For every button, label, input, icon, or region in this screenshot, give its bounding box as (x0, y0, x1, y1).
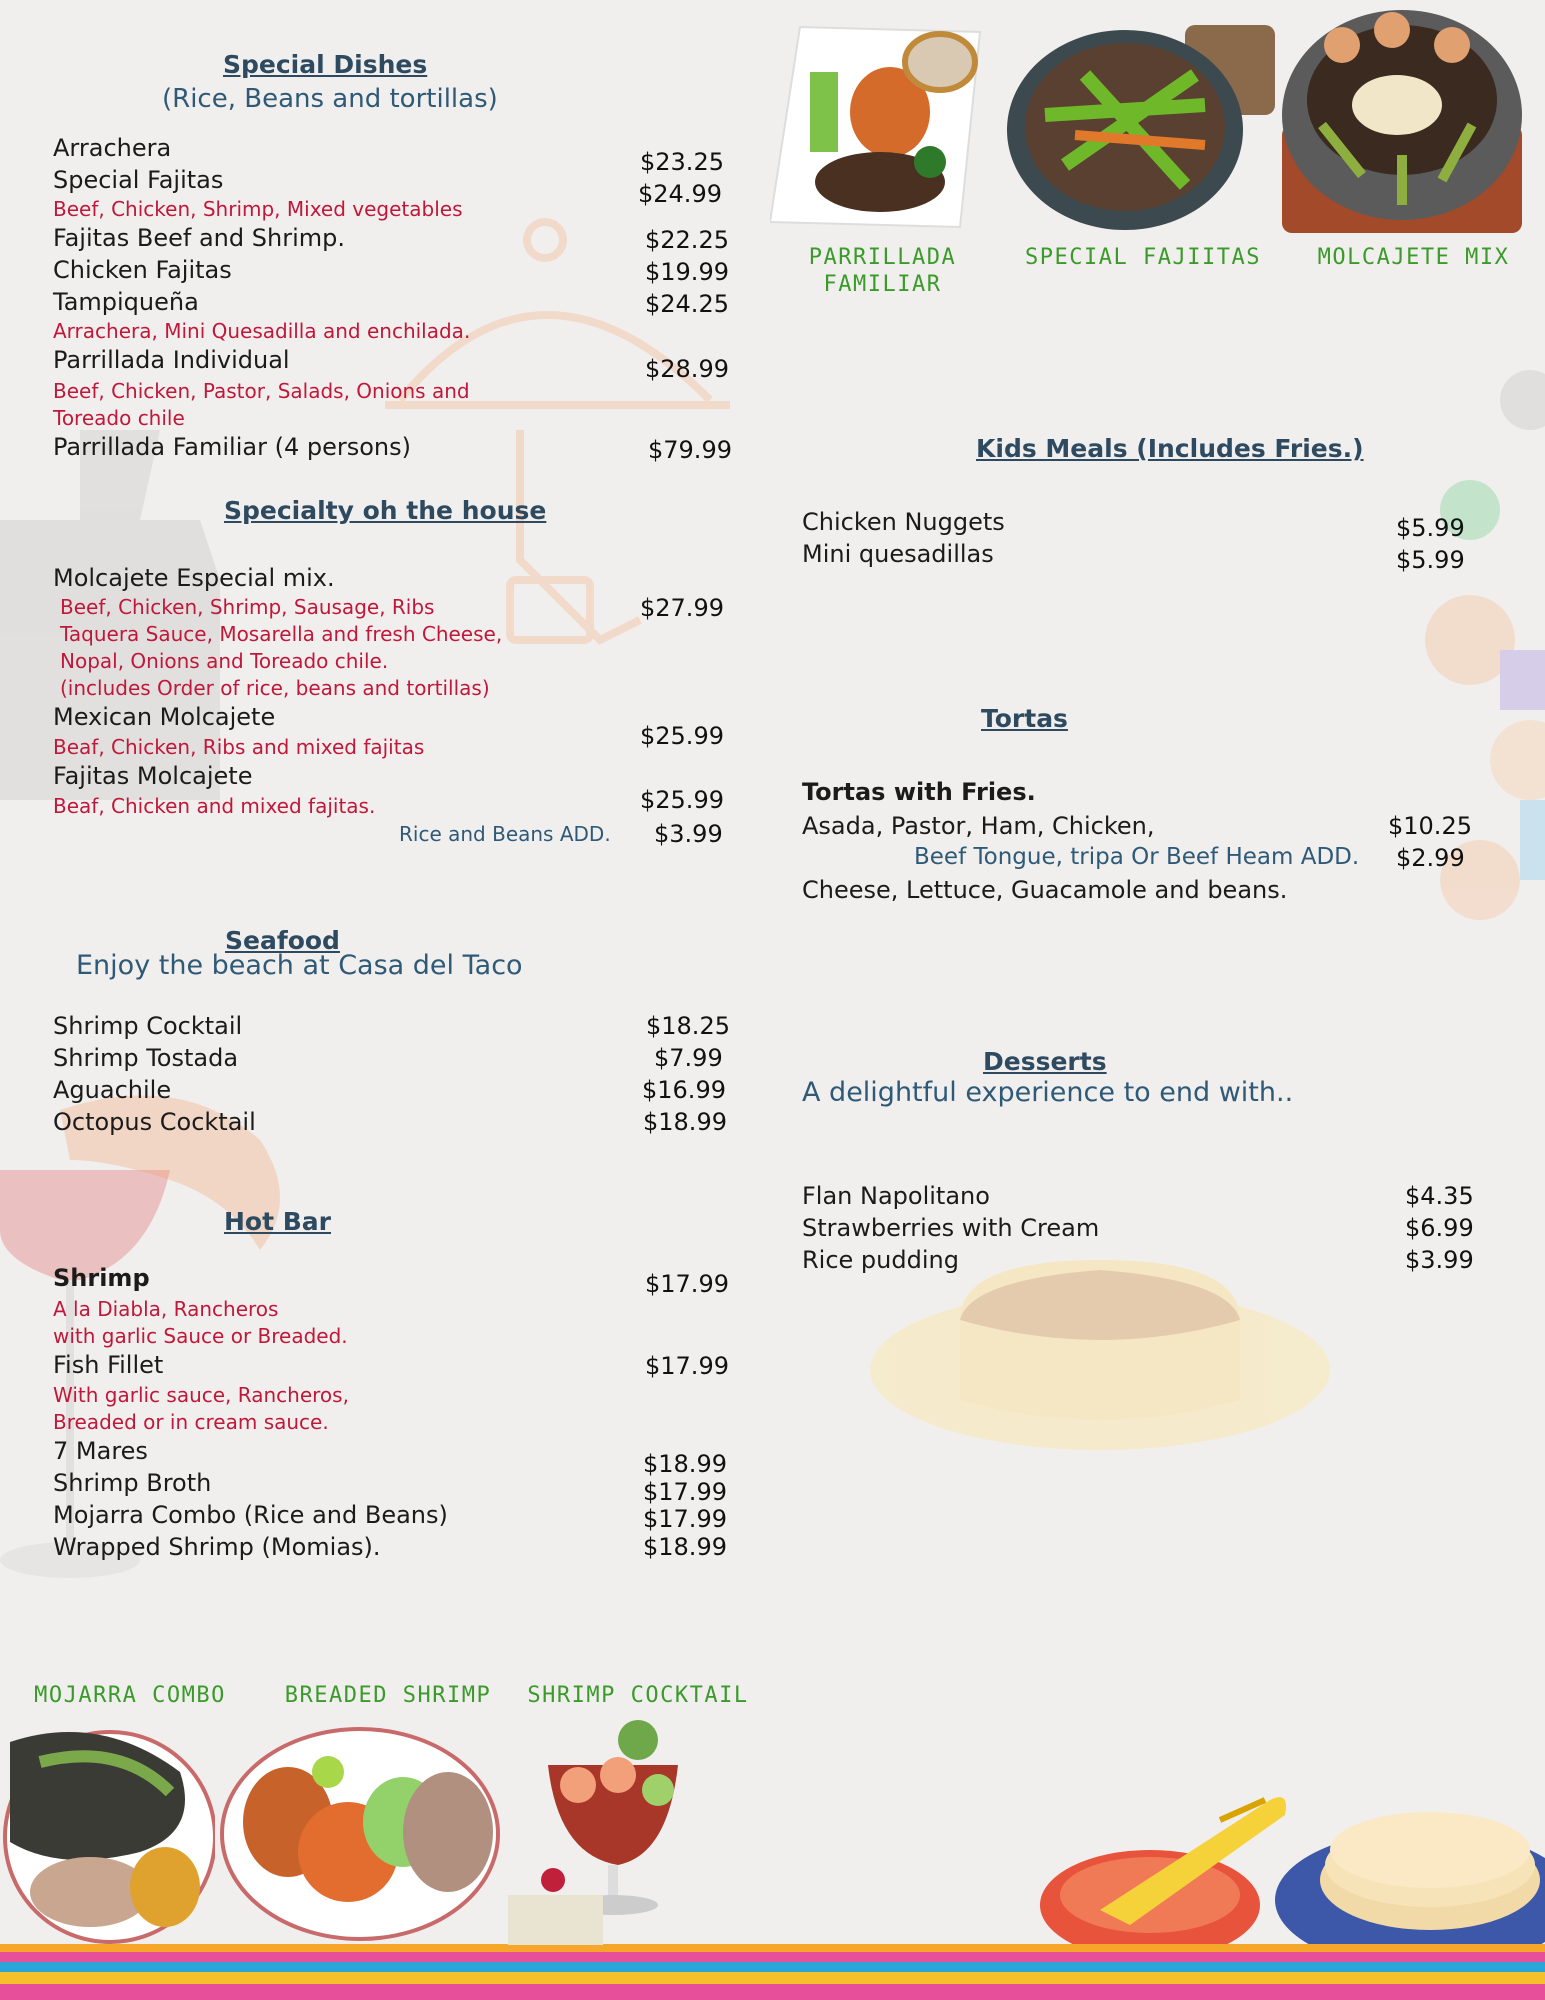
price-addon-rice-beans: $3.99 (654, 820, 723, 848)
desc-fish-fillet-2: Breaded or in cream sauce. (53, 1410, 329, 1434)
desc-shrimp-1: A la Diabla, Rancheros (53, 1297, 279, 1321)
desc-shrimp-2: with garlic Sauce or Breaded. (53, 1324, 348, 1348)
shrimp-cocktail-photo (508, 1705, 708, 1945)
price-wrapped-shrimp: $18.99 (643, 1533, 727, 1561)
menu-item-shrimp: Shrimp (53, 1264, 150, 1292)
tortilla-press-icon (1040, 1797, 1286, 1960)
menu-item-tampiquena: Tampiqueña (53, 288, 199, 316)
caption-molcajete-mix: MOLCAJETE MIX (1317, 245, 1510, 270)
caption-mojarra-combo: MOJARRA COMBO (34, 1683, 226, 1708)
price-strawberries-cream: $6.99 (1405, 1214, 1474, 1242)
price-parrillada-familiar: $79.99 (648, 436, 732, 464)
desc-molcajete-especial-4: (includes Order of rice, beans and tortillas) (60, 676, 490, 700)
menu-item-parrillada-individual: Parrillada Individual (53, 346, 290, 374)
price-flan-napolitano: $4.35 (1405, 1182, 1474, 1210)
price-aguachile: $16.99 (642, 1076, 726, 1104)
desc-fish-fillet-1: With garlic sauce, Rancheros, (53, 1383, 349, 1407)
price-7-mares: $18.99 (643, 1450, 727, 1478)
desc-fajitas-molcajete: Beaf, Chicken and mixed fajitas. (53, 794, 376, 818)
price-tortas: $10.25 (1388, 812, 1472, 840)
special-dishes-heading: Special Dishes (223, 50, 428, 79)
price-mexican-molcajete: $25.99 (640, 722, 724, 750)
caption-breaded-shrimp: BREADED SHRIMP (284, 1683, 492, 1708)
desc-mexican-molcajete: Beaf, Chicken, Ribs and mixed fajitas (53, 735, 425, 759)
seafood-heading: Seafood (225, 926, 340, 955)
tortas-line-3: Cheese, Lettuce, Guacamole and beans. (802, 876, 1288, 904)
price-fajitas-beef-shrimp: $22.25 (645, 226, 729, 254)
breaded-shrimp-photo (218, 1722, 503, 1947)
menu-item-shrimp-broth: Shrimp Broth (53, 1469, 212, 1497)
menu-item-chicken-nuggets: Chicken Nuggets (802, 508, 1005, 536)
desc-molcajete-especial-1: Beef, Chicken, Shrimp, Sausage, Ribs (60, 595, 435, 619)
menu-item-7-mares: 7 Mares (53, 1437, 148, 1465)
price-molcajete-especial: $27.99 (640, 594, 724, 622)
price-mojarra-combo: $17.99 (643, 1505, 727, 1533)
menu-item-parrillada-familiar: Parrillada Familiar (4 persons) (53, 433, 411, 461)
price-parrillada-individual: $28.99 (645, 355, 729, 383)
menu-item-special-fajitas: Special Fajitas (53, 166, 224, 194)
menu-item-molcajete-especial: Molcajete Especial mix. (53, 564, 335, 592)
caption-parrillada-familiar-1: PARRILLADA (808, 245, 957, 270)
price-rice-pudding: $3.99 (1405, 1246, 1474, 1274)
tortas-line-1: Asada, Pastor, Ham, Chicken, (802, 812, 1155, 840)
desc-parrillada-individual-1: Beef, Chicken, Pastor, Salads, Onions and (53, 379, 470, 403)
menu-item-mojarra-combo: Mojarra Combo (Rice and Beans) (53, 1501, 448, 1529)
price-shrimp-cocktail: $18.25 (646, 1012, 730, 1040)
special-fajitas-photo (1005, 15, 1275, 235)
menu-item-rice-pudding: Rice pudding (802, 1246, 959, 1274)
menu-item-chicken-fajitas: Chicken Fajitas (53, 256, 232, 284)
menu-item-shrimp-tostada: Shrimp Tostada (53, 1044, 239, 1072)
menu-item-fish-fillet: Fish Fillet (53, 1351, 164, 1379)
menu-item-aguachile: Aguachile (53, 1076, 172, 1104)
caption-special-fajitas: SPECIAL FAJIITAS (1025, 245, 1261, 270)
mojarra-combo-photo (0, 1722, 215, 1947)
menu-item-octopus-cocktail: Octopus Cocktail (53, 1108, 256, 1136)
hot-bar-heading: Hot Bar (224, 1207, 332, 1236)
menu-item-wrapped-shrimp: Wrapped Shrimp (Momias). (53, 1533, 381, 1561)
bottom-border (0, 1944, 1545, 2000)
addon-rice-beans: Rice and Beans ADD. (399, 822, 611, 846)
menu-item-fajitas-beef-shrimp: Fajitas Beef and Shrimp. (53, 224, 345, 252)
desc-molcajete-especial-2: Taquera Sauce, Mosarella and fresh Cheese, (60, 622, 503, 646)
flan-icon (870, 1260, 1330, 1450)
desc-special-fajitas: Beef, Chicken, Shrimp, Mixed vegetables (53, 197, 463, 221)
menu-item-fajitas-molcajete: Fajitas Molcajete (53, 762, 253, 790)
special-dishes-subtitle: (Rice, Beans and tortillas) (162, 84, 498, 114)
price-shrimp-broth: $17.99 (643, 1478, 727, 1506)
menu-item-flan-napolitano: Flan Napolitano (802, 1182, 990, 1210)
menu-item-arrachera: Arrachera (53, 134, 172, 162)
price-chicken-nuggets: $5.99 (1396, 514, 1465, 542)
price-tampiquena: $24.25 (645, 290, 729, 318)
menu-item-mexican-molcajete: Mexican Molcajete (53, 703, 276, 731)
menu-item-mini-quesadillas: Mini quesadillas (802, 540, 994, 568)
price-shrimp: $17.99 (645, 1270, 729, 1298)
caption-parrillada-familiar-2: FAMILIAR (823, 272, 942, 297)
parrillada-familiar-photo (770, 22, 990, 232)
menu-item-strawberries-cream: Strawberries with Cream (802, 1214, 1100, 1242)
price-octopus-cocktail: $18.99 (643, 1108, 727, 1136)
desc-tampiquena: Arrachera, Mini Quesadilla and enchilada. (53, 319, 471, 343)
seafood-subtitle: Enjoy the beach at Casa del Taco (76, 950, 523, 981)
menu-item-shrimp-cocktail: Shrimp Cocktail (53, 1012, 243, 1040)
desc-parrillada-individual-2: Toreado chile (53, 406, 185, 430)
specialty-heading: Specialty oh the house (224, 496, 547, 525)
tortas-addon: Beef Tongue, tripa Or Beef Heam ADD. (914, 844, 1360, 870)
desserts-subtitle: A delightful experience to end with.. (802, 1077, 1294, 1108)
price-fish-fillet: $17.99 (645, 1352, 729, 1380)
price-special-fajitas: $24.99 (638, 180, 722, 208)
caption-shrimp-cocktail: SHRIMP COCKTAIL (527, 1683, 749, 1708)
price-mini-quesadillas: $5.99 (1396, 546, 1465, 574)
price-chicken-fajitas: $19.99 (645, 258, 729, 286)
tortas-heading: Tortas (981, 704, 1068, 733)
kids-meals-heading: Kids Meals (Includes Fries.) (976, 434, 1364, 463)
price-shrimp-tostada: $7.99 (654, 1044, 723, 1072)
price-arrachera: $23.25 (640, 148, 724, 176)
molcajete-mix-photo (1282, 5, 1545, 233)
price-fajitas-molcajete: $25.99 (640, 786, 724, 814)
desserts-heading: Desserts (983, 1047, 1107, 1076)
price-tortas-addon: $2.99 (1396, 844, 1465, 872)
tortas-title: Tortas with Fries. (802, 778, 1036, 806)
desc-molcajete-especial-3: Nopal, Onions and Toreado chile. (60, 649, 389, 673)
